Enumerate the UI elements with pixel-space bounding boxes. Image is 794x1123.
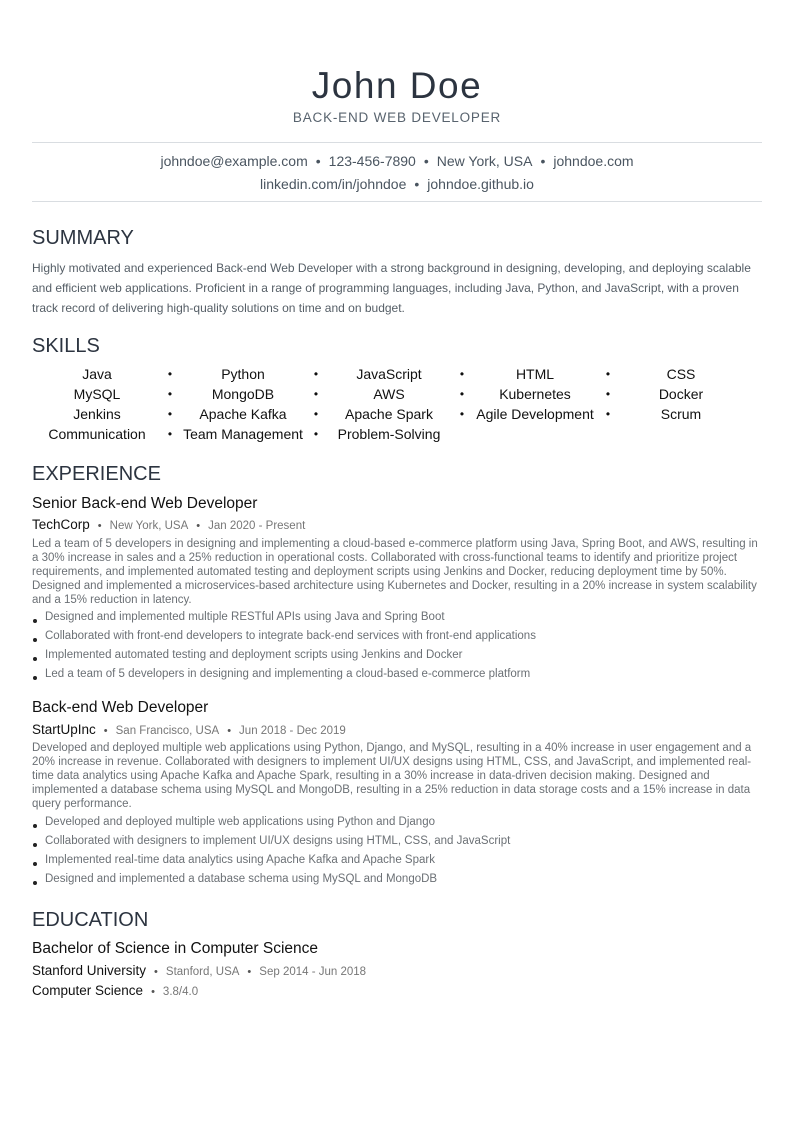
education-dates: Sep 2014 - Jun 2018 [259, 966, 367, 978]
job-title: Senior Back-end Web Developer [32, 495, 258, 512]
skill-item: Jenkins [73, 406, 121, 422]
divider-bottom [32, 201, 762, 202]
skill-item: AWS [373, 386, 405, 402]
education-heading: EDUCATION [32, 909, 149, 931]
contact-phone[interactable]: 123-456-7890 [328, 153, 416, 169]
education-meta [32, 963, 366, 980]
separator-dot: • [315, 153, 321, 169]
job-company: TechCorp [32, 517, 90, 532]
job-meta [32, 517, 305, 534]
separator-dot: • [167, 427, 173, 441]
summary-text: Highly motivated and experienced Back-end Web Developer with a strong background in designing, developing, and deploying scalable and efficient web applications. Proficient in a range of programming languages, including Java, Python, and JavaScript, with a proven track record of delivering high-quality solutions on time and on budget. [32, 261, 751, 315]
skill-item: MongoDB [211, 386, 275, 402]
skill-item: Docker [658, 386, 704, 402]
education-major-meta [32, 983, 198, 1000]
separator-dot: • [313, 367, 319, 381]
contact-location: New York, USA [436, 153, 533, 169]
skill-item: Java [82, 366, 112, 382]
skill-item: Team Management [183, 426, 303, 442]
separator-dot: • [605, 407, 611, 421]
list-item: Designed and implemented multiple RESTful APIs using Java and Spring Boot [32, 608, 762, 627]
separator-dot: • [103, 725, 108, 737]
skill-item: Apache Kafka [199, 406, 287, 422]
list-item: Implemented real-time data analytics using Apache Kafka and Apache Spark [32, 851, 762, 870]
separator-dot: • [414, 176, 420, 192]
gpa-value: 3.8/4.0 [162, 986, 199, 998]
school-name: Stanford University [32, 963, 147, 978]
job-location: San Francisco, USA [115, 725, 220, 737]
separator-dot: • [247, 966, 252, 978]
summary-heading: SUMMARY [32, 227, 134, 249]
skill-item: HTML [515, 366, 555, 382]
list-item: Implemented automated testing and deployment scripts using Jenkins and Docker [32, 646, 762, 665]
contact-github[interactable]: johndoe.github.io [427, 176, 534, 192]
job-dates: Jun 2018 - Dec 2019 [239, 725, 346, 737]
job-title: Back-end Web Developer [32, 699, 209, 716]
skill-item: Problem-Solving [337, 426, 441, 442]
skill-item: Python [221, 366, 265, 382]
candidate-name: John Doe [311, 65, 483, 106]
separator-dot: • [167, 387, 173, 401]
separator-dot: • [313, 407, 319, 421]
list-item: Designed and implemented a database schema using MySQL and MongoDB [32, 870, 762, 889]
job-description: Led a team of 5 developers in designing and implementing a cloud-based e-commerce platform using Java, Spring Boot, and AWS, resulting in a 30% increase in sales and a 25% reduction in operational costs. Collaborated with cross-functional teams to identify and prioritize project requirements, and implemented automated testing and deployment scripts using Jenkins and Docker, reducing deployment time by 50%. Designed and implemented a microservices-based architecture using Kubernetes and Docker, resulting in a 20% increase in system scalability and a 15% reduction in latency. [32, 538, 758, 606]
separator-dot: • [154, 966, 158, 978]
skill-item: CSS [666, 366, 696, 382]
job-bullet-list [32, 608, 762, 684]
skill-item: Apache Spark [345, 406, 433, 422]
school-location: Stanford, USA [165, 966, 240, 978]
separator-dot: • [167, 407, 173, 421]
contact-line-2 [32, 175, 762, 193]
skills-grid [32, 365, 762, 445]
skill-item: JavaScript [356, 366, 422, 382]
separator-dot: • [313, 387, 319, 401]
major-name: Computer Science [32, 983, 144, 998]
separator-dot: • [423, 153, 429, 169]
job-location: New York, USA [109, 520, 189, 532]
candidate-role: BACK-END WEB DEVELOPER [292, 110, 502, 125]
separator-dot: • [151, 986, 155, 998]
separator-dot: • [167, 367, 173, 381]
separator-dot: • [459, 367, 465, 381]
separator-dot: • [605, 387, 611, 401]
separator-dot: • [540, 153, 546, 169]
experience-heading: EXPERIENCE [32, 463, 161, 485]
job-dates: Jan 2020 - Present [208, 520, 306, 532]
job-bullet-list [32, 813, 762, 889]
skills-heading: SKILLS [32, 335, 100, 357]
job-description: Developed and deployed multiple web applications using Python, Django, and MySQL, resulting in a 40% increase in user engagement and a 20% increase in revenue. Collaborated with designers to implement UI/UX designs using HTML, CSS, and JavaScript, and implemented real-time data analytics using Apache Kafka and Apache Spark, resulting in a 30% increase in data-driven decision making. Designed and implemented a database schema using MySQL and MongoDB, resulting in a 25% reduction in data storage costs and a 15% increase in data query performance. [32, 742, 752, 810]
list-item: Collaborated with front-end developers to integrate back-end services with front-end applications [32, 627, 762, 646]
separator-dot: • [313, 427, 319, 441]
contact-email[interactable]: johndoe@example.com [160, 153, 308, 169]
skill-item: Kubernetes [499, 386, 571, 402]
separator-dot: • [459, 387, 465, 401]
skill-item: Agile Development [476, 406, 594, 422]
skill-item: Scrum [660, 406, 702, 422]
list-item: Led a team of 5 developers in designing and implementing a cloud-based e-commerce platform [32, 665, 762, 684]
job-meta [32, 722, 346, 739]
degree-title: Bachelor of Science in Computer Science [32, 940, 319, 957]
separator-dot: • [459, 407, 465, 421]
job-company: StartUpInc [32, 722, 96, 737]
contact-website[interactable]: johndoe.com [553, 153, 634, 169]
skill-item: MySQL [73, 386, 121, 402]
list-item: Developed and deployed multiple web applications using Python and Django [32, 813, 762, 832]
separator-dot: • [605, 367, 611, 381]
contact-linkedin[interactable]: linkedin.com/in/johndoe [260, 176, 407, 192]
skill-item: Communication [48, 426, 146, 442]
divider-top [32, 142, 762, 143]
separator-dot: • [227, 725, 232, 737]
contact-line-1 [32, 152, 762, 170]
list-item: Collaborated with designers to implement UI/UX designs using HTML, CSS, and JavaScript [32, 832, 762, 851]
separator-dot: • [97, 520, 102, 532]
separator-dot: • [196, 520, 201, 532]
